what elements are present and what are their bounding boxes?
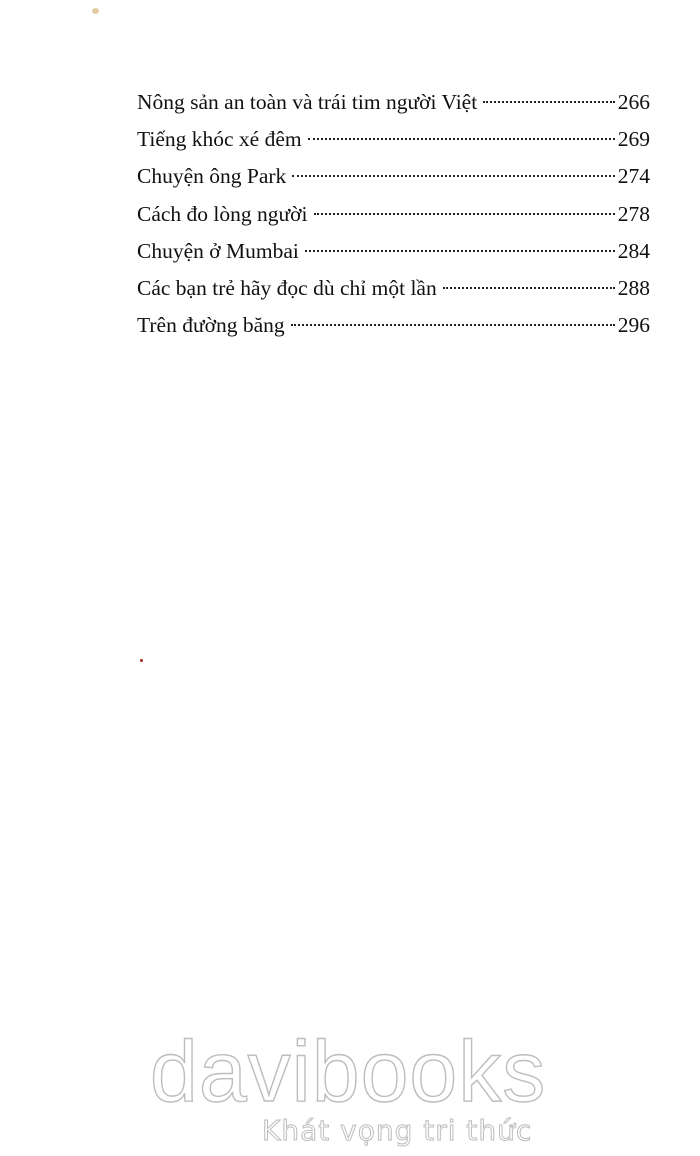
dot-leader <box>308 138 615 140</box>
paper-speck <box>92 8 99 14</box>
toc-entry-page-number: 278 <box>617 201 650 226</box>
toc-entry-page-number: 274 <box>617 164 650 189</box>
dot-leader <box>291 324 615 326</box>
toc-entry-page-number: 284 <box>617 238 650 263</box>
toc-entry[interactable] <box>137 270 650 307</box>
toc-entry-page-number: 269 <box>617 127 650 152</box>
toc-entry[interactable] <box>137 121 650 158</box>
toc-entry-title: Cách đo lòng người <box>137 201 308 226</box>
dot-leader <box>314 213 615 215</box>
watermark-tagline: Khát vọng tri thức <box>262 1114 533 1147</box>
toc-entry-title: Tiếng khóc xé đêm <box>137 127 302 152</box>
paper-speck <box>140 659 143 662</box>
toc-entry[interactable] <box>137 233 650 270</box>
table-of-contents <box>137 84 650 344</box>
watermark-brand: davibooks <box>150 1024 547 1120</box>
toc-entry-title: Chuyện ông Park <box>137 164 287 189</box>
toc-entry-title: Các bạn trẻ hãy đọc dù chỉ một lần <box>137 275 437 300</box>
toc-entry[interactable] <box>137 84 650 121</box>
toc-entry-title: Nông sản an toàn và trái tim người Việt <box>137 90 478 114</box>
dot-leader <box>292 175 614 177</box>
toc-entry-title: Chuyện ở Mumbai <box>137 238 299 263</box>
dot-leader <box>443 287 615 289</box>
toc-entry[interactable] <box>137 158 650 195</box>
toc-entry-page-number: 288 <box>617 275 650 300</box>
toc-entry[interactable] <box>137 307 650 344</box>
toc-entry[interactable] <box>137 196 650 233</box>
toc-entry-page-number: 296 <box>617 313 650 338</box>
publisher-watermark <box>150 1022 570 1152</box>
dot-leader <box>483 101 615 103</box>
toc-entry-title: Trên đường băng <box>137 313 285 338</box>
dot-leader <box>305 250 615 252</box>
toc-entry-page-number: 266 <box>617 90 650 114</box>
